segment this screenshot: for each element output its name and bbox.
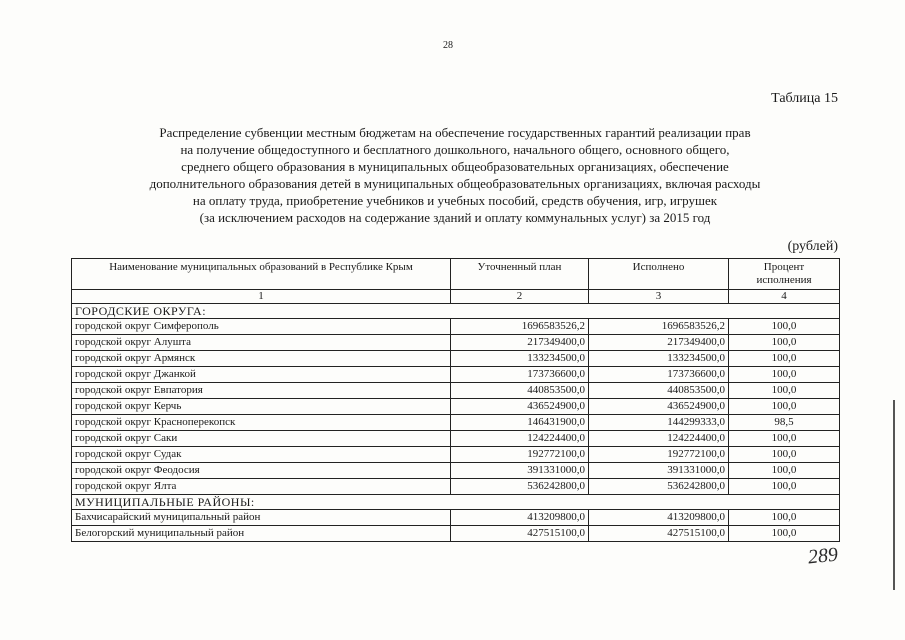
page-edge-line [893, 400, 895, 590]
group-row-cities [72, 304, 840, 319]
handwritten-signature: 289 [806, 543, 840, 569]
table-row [72, 335, 840, 351]
cell-name: городской округ Джанкой [72, 367, 451, 383]
title-line: Распределение субвенции местным бюджетам на обеспечение государственных гарантий реализации прав [159, 125, 751, 140]
column-number: 2 [451, 290, 589, 304]
cell-percent: 100,0 [729, 526, 840, 542]
table-row [72, 479, 840, 495]
cell-done: 192772100,0 [589, 447, 729, 463]
title-line: на оплату труда, приобретение учебников и учебных пособий, средств обучения, игр, игрушек [192, 193, 718, 208]
cell-done: 536242800,0 [589, 479, 729, 495]
table-caption: Таблица 15 [771, 91, 838, 106]
cell-plan: 391331000,0 [451, 463, 589, 479]
cell-plan: 427515100,0 [451, 526, 589, 542]
header-name: Наименование муниципальных образований в Республике Крым [72, 259, 451, 290]
cell-percent: 100,0 [729, 479, 840, 495]
cell-name: городской округ Симферополь [72, 319, 451, 335]
cell-done: 436524900,0 [589, 399, 729, 415]
group-label: ГОРОДСКИЕ ОКРУГА: [72, 304, 840, 319]
cell-plan: 173736600,0 [451, 367, 589, 383]
page-number: 28 [443, 40, 453, 51]
table-row [72, 415, 840, 431]
cell-plan: 124224400,0 [451, 431, 589, 447]
table-row [72, 510, 840, 526]
cell-done: 427515100,0 [589, 526, 729, 542]
cell-percent: 100,0 [729, 447, 840, 463]
cell-name: городской округ Феодосия [72, 463, 451, 479]
cell-done: 413209800,0 [589, 510, 729, 526]
cell-done: 133234500,0 [589, 351, 729, 367]
document-title [60, 124, 850, 226]
header-plan: Уточненный план [451, 259, 589, 290]
table-row [72, 463, 840, 479]
cell-done: 144299333,0 [589, 415, 729, 431]
table-row [72, 431, 840, 447]
group-label: МУНИЦИПАЛЬНЫЕ РАЙОНЫ: [72, 495, 840, 510]
cell-plan: 440853500,0 [451, 383, 589, 399]
table-row [72, 399, 840, 415]
cell-name: городской округ Саки [72, 431, 451, 447]
table-row [72, 447, 840, 463]
cell-name: городской округ Красноперекопск [72, 415, 451, 431]
cell-percent: 100,0 [729, 319, 840, 335]
cell-name: городской округ Алушта [72, 335, 451, 351]
cell-percent: 100,0 [729, 335, 840, 351]
title-line: дополнительного образования детей в муниципальных общеобразовательных организациях, включая расходы [149, 176, 761, 191]
table-row [72, 351, 840, 367]
cell-percent: 100,0 [729, 351, 840, 367]
cell-name: городской округ Евпатория [72, 383, 451, 399]
column-number: 1 [72, 290, 451, 304]
column-number-row [72, 290, 840, 304]
cell-name: Белогорский муниципальный район [72, 526, 451, 542]
header-done: Исполнено [589, 259, 729, 290]
header-percent [729, 259, 840, 290]
cell-done: 1696583526,2 [589, 319, 729, 335]
cell-plan: 192772100,0 [451, 447, 589, 463]
cell-percent: 100,0 [729, 367, 840, 383]
table-row [72, 526, 840, 542]
header-percent-line2: исполнения [756, 274, 812, 286]
table-row [72, 319, 840, 335]
cell-percent: 100,0 [729, 431, 840, 447]
cell-percent: 100,0 [729, 383, 840, 399]
cell-plan: 1696583526,2 [451, 319, 589, 335]
cell-percent: 100,0 [729, 510, 840, 526]
cell-done: 391331000,0 [589, 463, 729, 479]
title-line: среднего общего образования в муниципальных общеобразовательных организациях, обеспечение [181, 159, 729, 174]
cell-plan: 436524900,0 [451, 399, 589, 415]
cell-percent: 98,5 [729, 415, 840, 431]
header-percent-line1: Процент [763, 261, 805, 273]
units-label: (рублей) [787, 239, 838, 254]
cell-done: 124224400,0 [589, 431, 729, 447]
table-row [72, 383, 840, 399]
cell-percent: 100,0 [729, 463, 840, 479]
cell-plan: 133234500,0 [451, 351, 589, 367]
title-line: (за исключением расходов на содержание зданий и оплату коммунальных услуг) за 2015 год [199, 210, 711, 225]
cell-plan: 146431900,0 [451, 415, 589, 431]
subvention-table [71, 258, 840, 542]
cell-name: городской округ Ялта [72, 479, 451, 495]
cell-done: 440853500,0 [589, 383, 729, 399]
column-number: 4 [729, 290, 840, 304]
cell-name: Бахчисарайский муниципальный район [72, 510, 451, 526]
cell-plan: 413209800,0 [451, 510, 589, 526]
cell-name: городской округ Армянск [72, 351, 451, 367]
cell-plan: 217349400,0 [451, 335, 589, 351]
group-row-districts [72, 495, 840, 510]
table-row [72, 367, 840, 383]
cell-name: городской округ Судак [72, 447, 451, 463]
cell-percent: 100,0 [729, 399, 840, 415]
cell-done: 173736600,0 [589, 367, 729, 383]
title-line: на получение общедоступного и бесплатного дошкольного, начального общего, основного общего, [180, 142, 730, 157]
cell-plan: 536242800,0 [451, 479, 589, 495]
cell-done: 217349400,0 [589, 335, 729, 351]
cell-name: городской округ Керчь [72, 399, 451, 415]
column-number: 3 [589, 290, 729, 304]
